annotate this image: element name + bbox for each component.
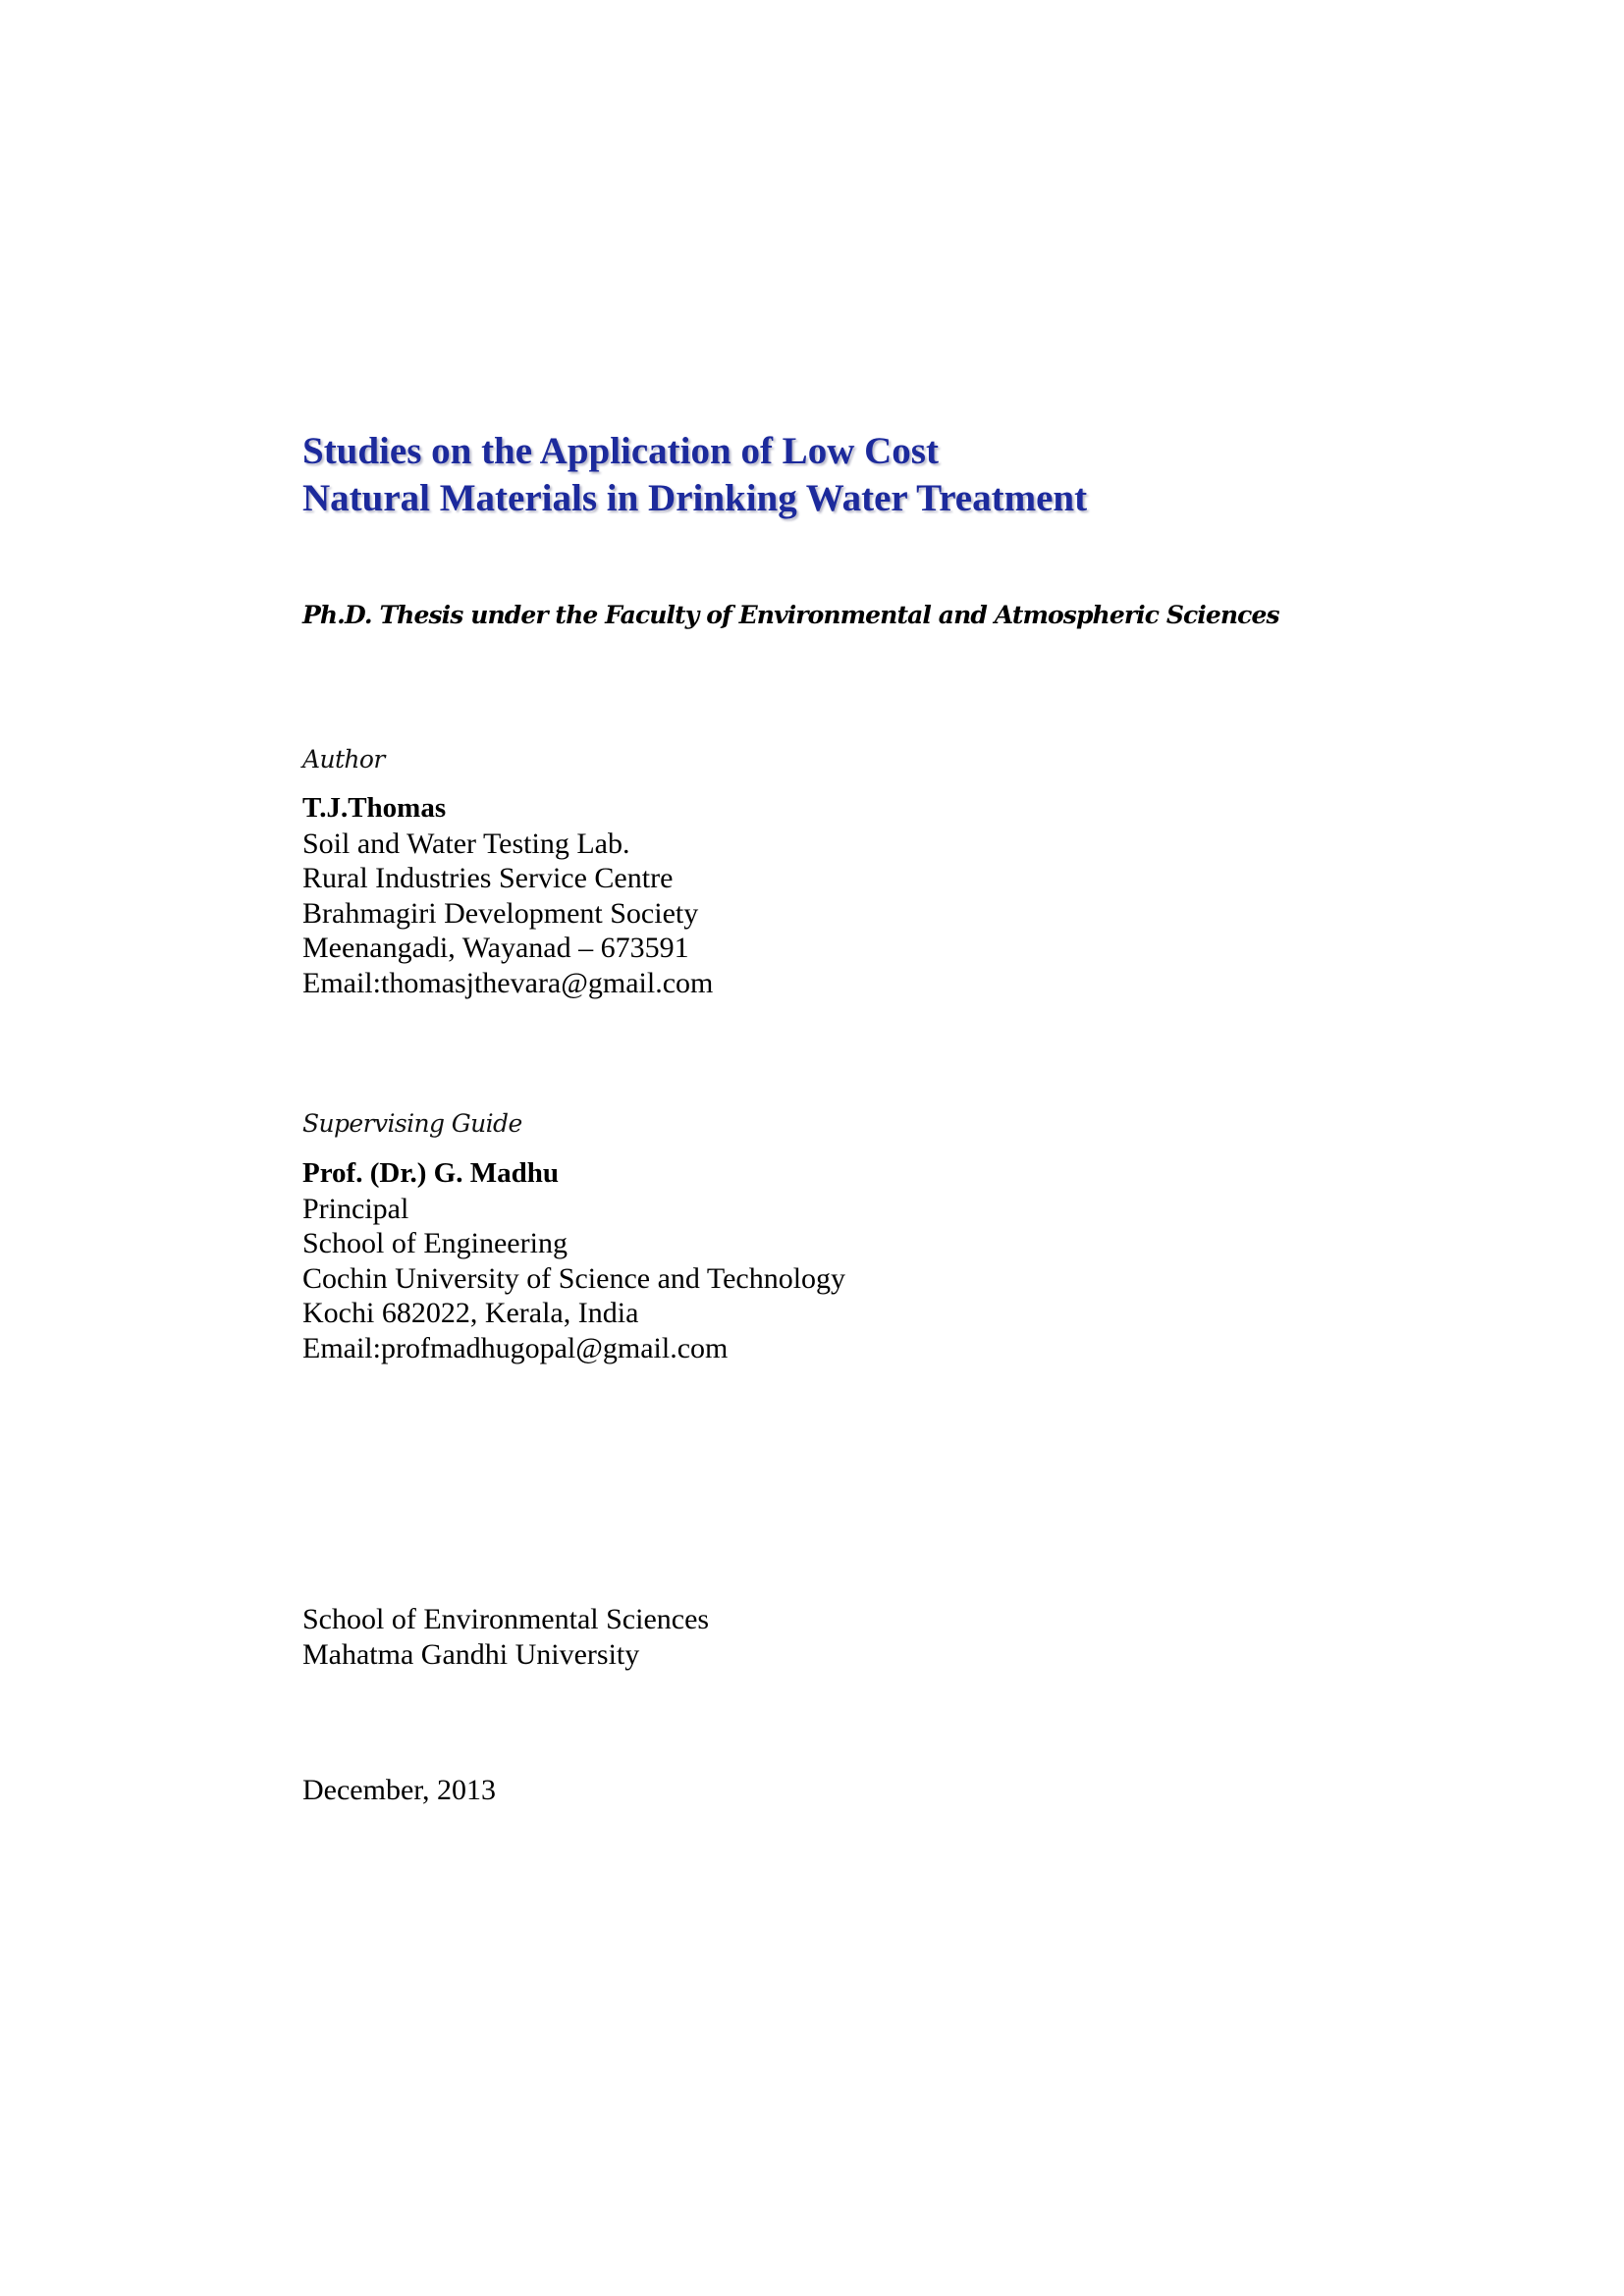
- institution: [302, 1602, 1481, 1672]
- author-name: T.J.Thomas: [302, 792, 447, 824]
- institution-school: School of Environmental Sciences: [302, 1603, 710, 1635]
- institution-university: Mahatma Gandhi University: [302, 1637, 640, 1671]
- author-address-line: Meenangadi, Wayanad – 673591: [302, 932, 689, 964]
- author-email: Email:thomasjthevara@gmail.com: [302, 966, 714, 999]
- author-label: Author: [302, 745, 385, 774]
- submission-date: [302, 1773, 1481, 1808]
- thesis-subtitle: Ph.D. Thesis under the Faculty of Environmental and Atmospheric Sciences: [302, 601, 1279, 629]
- guide-address-line: Kochi 682022, Kerala, India: [302, 1297, 639, 1329]
- author-affiliation-line: Rural Industries Service Centre: [302, 862, 674, 894]
- guide-position: Principal: [302, 1192, 409, 1225]
- author-affiliation-line: Brahmagiri Development Society: [302, 896, 699, 930]
- guide-affiliation-line: Cochin University of Science and Technology: [302, 1261, 846, 1295]
- author-details: [302, 791, 1481, 1000]
- thesis-title-line-2: Natural Materials in Drinking Water Treatment: [302, 477, 1088, 519]
- thesis-title: [302, 428, 1481, 522]
- guide-affiliation-line: School of Engineering: [302, 1227, 568, 1259]
- guide-details: [302, 1156, 1481, 1365]
- date-text: December, 2013: [302, 1774, 497, 1806]
- guide-label: Supervising Guide: [302, 1109, 522, 1138]
- guide-name: Prof. (Dr.) G. Madhu: [302, 1157, 559, 1189]
- thesis-title-line-1: Studies on the Application of Low Cost: [302, 430, 939, 472]
- author-affiliation-line: Soil and Water Testing Lab.: [302, 827, 630, 860]
- guide-email: Email:profmadhugopal@gmail.com: [302, 1331, 729, 1364]
